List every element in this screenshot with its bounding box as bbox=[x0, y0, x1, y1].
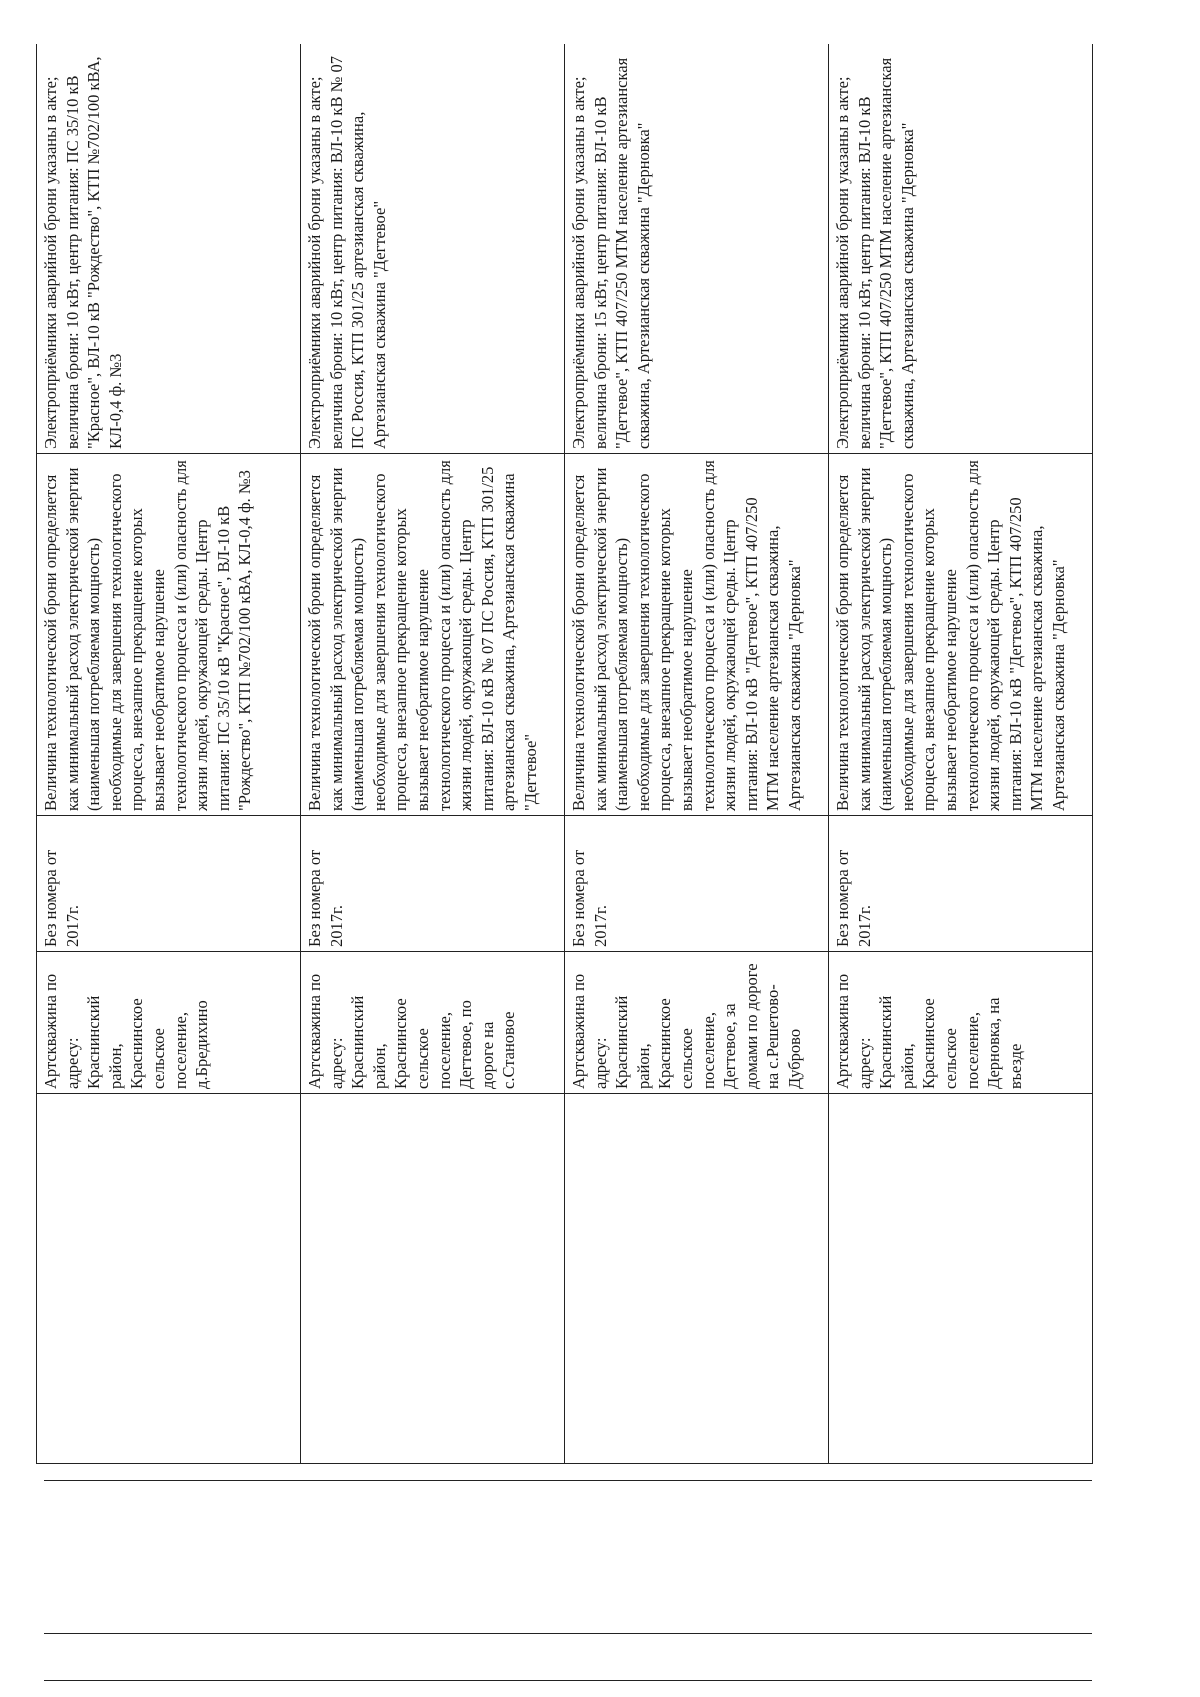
emergency-reserve-cell: Электроприёмники аварийной брони указаны в акте; величина брони: 15 кВт, центр питания: ВЛ-10 кВ "Дегтевое", КТП 407/250 МТМ население артезианская скважина, Артезианская скважина "Дерновка" bbox=[565, 44, 829, 454]
horizontal-rule bbox=[44, 1680, 1092, 1681]
act-cell: Без номера от 2017г. bbox=[565, 816, 829, 952]
table-row bbox=[301, 44, 565, 1464]
emergency-reserve-cell: Электроприёмники аварийной брони указаны в акте; величина брони: 10 кВт, центр питания: ВЛ-10 кВ "Дегтевое", КТП 407/250 МТМ население артезианская скважина, Артезианская скважина "Дерновка" bbox=[829, 44, 1093, 454]
table-row bbox=[37, 44, 301, 1464]
horizontal-rule bbox=[44, 1480, 1092, 1481]
emergency-reserve-cell: Электроприёмники аварийной брони указаны в акте; величина брони: 10 кВт, центр питания: ВЛ-10 кВ № 07 ПС Россия, КТП 301/25 артезианская скважина, Артезианская скважина "Дегтевое" bbox=[301, 44, 565, 454]
tech-reserve-cell: Величина технологической брони определяется как минимальный расход электрической энергии (наименьшая потребляемая мощность) необходимые для завершения технологического процесса, внезапное прекращение которых вызывает необратимое нарушение технологического процесса и (или) опасность для жизни людей, окружающей среды. Центр питания: ВЛ-10 кВ № 07 ПС Россия, КТП 301/25 артезианская скважина, Артезианская скважина "Дегтевое" bbox=[301, 454, 565, 816]
act-cell: Без номера от 2017г. bbox=[301, 816, 565, 952]
act-cell: Без номера от 2017г. bbox=[37, 816, 301, 952]
emergency-reserve-cell: Электроприёмники аварийной брони указаны в акте; величина брони: 10 кВт, центр питания: ПС 35/10 кВ "Красное", ВЛ-10 кВ "Рождество", КТП №702/100 кВА, КЛ-0,4 ф. №3 bbox=[37, 44, 301, 454]
tech-reserve-cell: Величина технологической брони определяется как минимальный расход электрической энергии (наименьшая потребляемая мощность) необходимые для завершения технологического процесса, внезапное прекращение которых вызывает необратимое нарушение технологического процесса и (или) опасность для жизни людей, окружающей среды. Центр питания: ПС 35/10 кВ "Красное", ВЛ-10 кВ "Рождество", КТП №702/100 кВА, КЛ-0,4 ф. №3 bbox=[37, 454, 301, 816]
table-row bbox=[829, 44, 1093, 1464]
empty-cell bbox=[301, 1094, 565, 1464]
power-reservation-table bbox=[36, 44, 1093, 1464]
tech-reserve-cell: Величина технологической брони определяется как минимальный расход электрической энергии (наименьшая потребляемая мощность) необходимые для завершения технологического процесса, внезапное прекращение которых вызывает необратимое нарушение технологического процесса и (или) опасность для жизни людей, окружающей среды. Центр питания: ВЛ-10 кВ "Дегтевое", КТП 407/250 МТМ население артезианская скважина, Артезианская скважина "Дерновка" bbox=[565, 454, 829, 816]
table-row bbox=[565, 44, 829, 1464]
empty-cell bbox=[829, 1094, 1093, 1464]
rotated-table-container bbox=[36, 44, 1095, 1464]
horizontal-rule bbox=[44, 1633, 1092, 1634]
empty-cell bbox=[565, 1094, 829, 1464]
act-cell: Без номера от 2017г. bbox=[829, 816, 1093, 952]
tech-reserve-cell: Величина технологической брони определяется как минимальный расход электрической энергии (наименьшая потребляемая мощность) необходимые для завершения технологического процесса, внезапное прекращение которых вызывает необратимое нарушение технологического процесса и (или) опасность для жизни людей, окружающей среды. Центр питания: ВЛ-10 кВ "Дегтевое", КТП 407/250 МТМ население артезианская скважина, Артезианская скважина "Дерновка" bbox=[829, 454, 1093, 816]
empty-cell bbox=[37, 1094, 301, 1464]
address-cell: Артскважина по адресу: Краснинский район, Краснинское сельское поселение, Дегтевое, по дороге на с.Становое bbox=[301, 952, 565, 1094]
address-cell: Артскважина по адресу: Краснинский район, Краснинское сельское поселение, Дерновка, на въезде bbox=[829, 952, 1093, 1094]
rotated-table bbox=[36, 44, 1095, 1464]
address-cell: Артскважина по адресу: Краснинский район, Краснинское сельское поселение, Дегтевое, за домами по дороге на с.Решетово-Дуброво bbox=[565, 952, 829, 1094]
address-cell: Артскважина по адресу: Краснинский район, Краснинское сельское поселение, д.Бредихино bbox=[37, 952, 301, 1094]
